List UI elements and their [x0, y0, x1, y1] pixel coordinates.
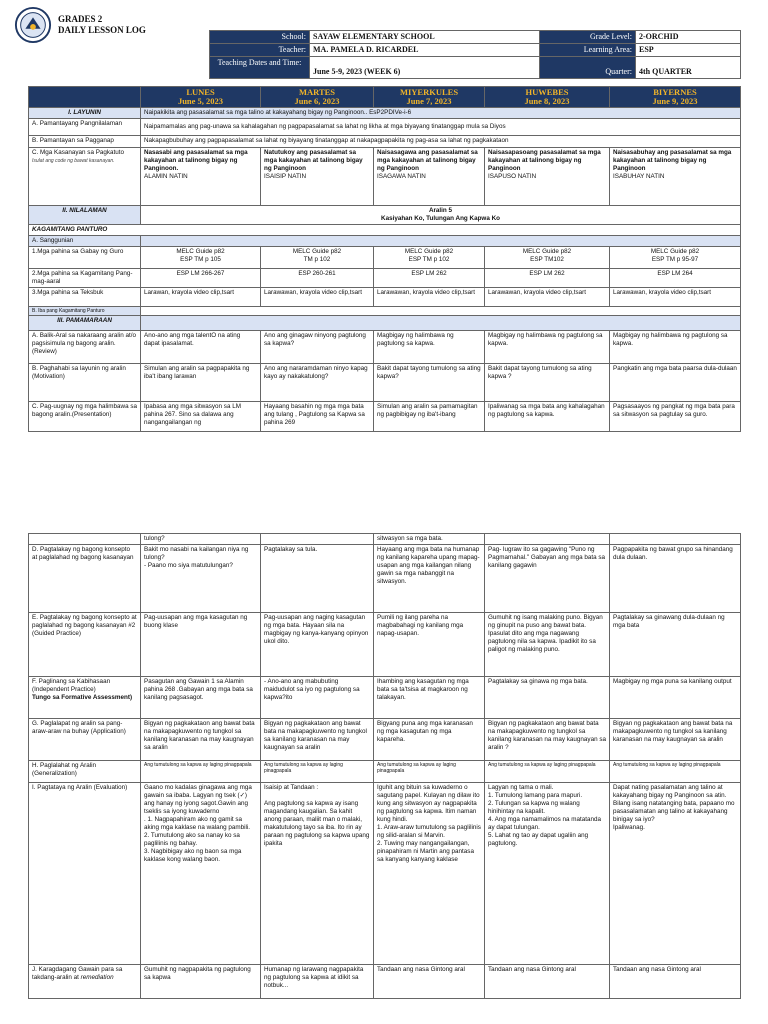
row-label: B. Pamantayan sa Pagganap [29, 136, 141, 148]
cell: Hayaang ang mga bata na humanap ng kanilang kapareha upang mapag-usapan ang mga kailangan nilang gawin sa mga nabanggit na sitwasyon. [374, 545, 485, 613]
row-label: 3.Mga pahina sa Teksbuk [29, 288, 141, 307]
empty-cell [29, 534, 141, 545]
cell: - Ano-ano ang mabubuting maidudulot sa iyo ng pagtulong sa kapwa?ito [261, 677, 374, 719]
empty-cell [141, 236, 741, 247]
cell: ESP LM 264 [610, 269, 741, 288]
day-tuesday [261, 87, 374, 108]
row-label: I. Pagtataya ng Aralin (Evaluation) [29, 783, 141, 965]
area-value: ESP [636, 44, 741, 57]
day-date: June 5, 2023 [177, 96, 224, 106]
day-date: June 9, 2023 [652, 96, 698, 106]
cell [374, 148, 485, 206]
cell: Bakit mo nasabi na kailangan niya ng tulong? - Paano mo siya matutulungan? [141, 545, 261, 613]
title-dll: DAILY LESSON LOG [58, 25, 146, 35]
row-h [29, 761, 741, 783]
cell: Larawawan, krayola video clip,tsart [261, 288, 374, 307]
deped-seal-icon [14, 6, 52, 44]
cell: Pagsasaayos ng pangkat ng mga bata para sa sitwasyon sa pagtulay sa guro. [610, 402, 741, 432]
cell: Magbigay ng halimbawa ng pagtulong sa kapwa. [485, 331, 610, 364]
cell-line: ESP TM p 105 [180, 256, 221, 263]
cell: Humanap ng larawang nagpapakita ng pagtulong sa kapwa at idikit sa notbuk... [261, 965, 374, 999]
cell: Pag- lugraw ito sa gagawing "Puno ng Pagmamahal." Gabayan ang mga bata sa kanilang gagawin [485, 545, 610, 613]
cell: ESP 260-261 [261, 269, 374, 288]
lesson-log-table-part2 [28, 533, 741, 999]
section-nilalaman-row [29, 206, 741, 225]
row-a [29, 119, 741, 136]
cell: Ang tumutulong sa kapwa ay laging pinagpapala [485, 761, 610, 783]
row-presentation [29, 402, 741, 432]
cell: Ang tumutulong sa kapwa ay laging pinagpapala [610, 761, 741, 783]
cell: Pagpapakita ng bawat grupo sa hinandang dula dulaan. [610, 545, 741, 613]
quarter-label: Quarter: [540, 57, 636, 79]
day-name: BIYERNES [653, 87, 697, 97]
cell: Pagtalakay sa ginawa ng mga bata. [485, 677, 610, 719]
row-d [29, 545, 741, 613]
kagamitan-row [29, 225, 741, 236]
day-header-row [29, 87, 741, 108]
cell-text: Naisasapasoang pasasalamat sa mga kakayahan at talinong bigay ng Panginoon [488, 149, 601, 172]
cell: Pagtalakay sa tula. [261, 545, 374, 613]
document-title [58, 14, 146, 36]
label-bold: Tungo sa Formative Assessment) [32, 694, 133, 701]
grade-label: Grade Level: [540, 31, 636, 44]
cell: Larawawan, krayola video clip,tsart [374, 288, 485, 307]
cell: Pag-uusapan ang mga kasagutan ng buong klase [141, 613, 261, 677]
cell-sub: ALAMIN NATIN [144, 173, 188, 180]
day-name: MARTES [298, 87, 336, 97]
day-monday [141, 87, 261, 108]
cell: Bigyan ng pagkakataon ang bawat bata na makapagkuwento ng tungkol sa kanilang karanasan na may kaugnayan sa aralin [141, 719, 261, 761]
empty-cell [261, 534, 374, 545]
cell-line: MELC Guide p82 [292, 248, 342, 255]
cell: Ano ang nararamdaman ninyo kapag kayo ay nakakatulong? [261, 364, 374, 402]
label-sub: Isulat ang code ng bawat kasanayan. [32, 158, 115, 164]
row-i [29, 783, 741, 965]
cell: Larawan, krayola video clip,tsart [141, 288, 261, 307]
cell: Tandaan ang nasa Gintong aral [485, 965, 610, 999]
kagamitan-label: KAGAMITANG PANTURO [29, 225, 741, 236]
header-info-table [209, 30, 741, 79]
cell: Bigyan ng pagkakataon ang bawat bata na makapagkuwento ng tungkol sa kanilang karanasan na may kaugnayan sa aralin ? [485, 719, 610, 761]
day-date: June 7, 2023 [406, 96, 452, 106]
cell-line: MELC Guide p82 [650, 248, 700, 255]
cell: sitwasyon sa mga bata. [374, 534, 485, 545]
lesson-log-table-part1 [28, 86, 741, 432]
row-label: H. Paglalahat ng Aralin (Generalization) [29, 761, 141, 783]
label-text: F. Paglinang sa Kabihasaan (Independent Practice) [32, 678, 111, 693]
cell: Ang tumutulong sa kapwa ay laging pinagpapala [141, 761, 261, 783]
cell [141, 148, 261, 206]
cell-line: MELC Guide p82 [404, 248, 454, 255]
section-label: III. PAMAMARAAN [29, 316, 141, 331]
objective-text: Naipakikita ang pasasalamat sa mga talino at kakayahang bigay ng Panginoon.. EsP2PDIVe-i-6 [141, 108, 741, 119]
day-date: June 6, 2023 [294, 96, 340, 106]
cell-line: MELC Guide p82 [176, 248, 225, 255]
cell-line: MELC Guide p82 [522, 248, 572, 255]
school-value: SAYAW ELEMENTARY SCHOOL [310, 31, 540, 44]
row-label: G. Paglalapat ng aralin sa pang-araw-araw na buhay (Application) [29, 719, 141, 761]
school-label: School: [210, 31, 310, 44]
cell: Larawawan, krayola video clip,tsart [485, 288, 610, 307]
cell [261, 247, 374, 269]
cell: Ano ang ginagaw ninyong pagtulong sa kapwa? [261, 331, 374, 364]
dates-value: June 5-9, 2023 (WEEK 6) [310, 57, 540, 79]
teacher-label: Teacher: [210, 44, 310, 57]
cell-text: Naisasagawa ang pasasalamat sa mga kakayahan at talinong bigay ng Panginoon [377, 149, 478, 172]
empty-cell [610, 534, 741, 545]
cell [374, 247, 485, 269]
cell-line: ESP TM p 102 [408, 256, 450, 263]
lesson-title: Kasiyahan Ko, Tulungan Ang Kapwa Ko [381, 215, 500, 222]
row-label: B. Paghahabi sa layunin ng aralin (Motivation) [29, 364, 141, 402]
day-name: MIYERKULES [399, 87, 459, 97]
cell-sub: ISAPUSO NATIN [488, 173, 537, 180]
row-text: Naipamamalas ang pag-unawa sa kahalagahan ng pagpapasalamat sa lahat ng likha at mga biyayang tinatanggap mula sa Diyos [141, 119, 741, 136]
cell: Gumuhit ng isang malaking puno. Bigyan ng ginupit na puso ang bawat bata. Ipasulat dito ang mga nagawang pagtulong nila sa kapwa. Ipadikit ito sa paligot ng malaking puno. [485, 613, 610, 677]
cell: Bigyang puna ang mga karanasan ng mga kasagutan ng mga kapareha. [374, 719, 485, 761]
row-label: A. Sanggunian [29, 236, 141, 247]
cell: Hayaang basahin ng mga mga bata ang tulang , Pagtulong sa Kapwa sa pahina 269 [261, 402, 374, 432]
row-label: E. Pagtalakay ng bagong konsepto at paglalahad ng bagong kasanayan #2 (Guided Practice) [29, 613, 141, 677]
cell: ESP LM 262 [374, 269, 485, 288]
day-wednesday [374, 87, 485, 108]
nilalaman-text [141, 206, 741, 225]
cell [610, 247, 741, 269]
cell: Magbigay ng halimbawa ng pagtulong sa kapwa. [610, 331, 741, 364]
cell: Bakit dapat tayong tumulong sa ating kapwa? [374, 364, 485, 402]
row-review [29, 331, 741, 364]
row-label [29, 965, 141, 999]
cell: Gumuhit ng nagpapakita ng pagtulong sa kapwa [141, 965, 261, 999]
cell: Dapat nating pasalamatan ang talino at kakayahang bigay ng Panginoon sa atin. Bilang isang natatanging bata, papaano mo pasasalamatan ang talino at kakayahang binigay sa iyo? Ipaliwanag. [610, 783, 741, 965]
row-label: B. Iba pang Kagamitang Panturo [29, 307, 141, 316]
row-b [29, 136, 741, 148]
day-name: LUNES [186, 87, 215, 97]
cell: Pangkatin ang mga bata paarsa dula-dulaan [610, 364, 741, 402]
cell: Larawawan, krayola video clip,tsart [610, 288, 741, 307]
cell: Tandaan ang nasa Gintong aral [610, 965, 741, 999]
cell: ESP LM 262 [485, 269, 610, 288]
cell [610, 148, 741, 206]
row-label [29, 148, 141, 206]
empty-cell [485, 534, 610, 545]
cell: Magbigay ng halimbawa ng pagtulong sa kapwa. [374, 331, 485, 364]
area-label: Learning Area: [540, 44, 636, 57]
cell: Pag-uusapan ang naging kasagutan ng mga bata. Hayaan sila na magbigay ng kanya-kanyang opinyon ukol dito. [261, 613, 374, 677]
cell: Ihambing ang kasagutan ng mga bata sa ta'tsisa at magkaroon ng talakayan. [374, 677, 485, 719]
cell: Ang tumutulong sa kapwa ay laging pinagpapala [374, 761, 485, 783]
dates-label: Teaching Dates and Time: [210, 57, 310, 79]
teksbuk-row [29, 288, 741, 307]
day-name: HUWEBES [525, 87, 569, 97]
label-text: J. Karagdagang Gawain para sa takdang-aralin at [32, 966, 123, 981]
label-italic: remediation [80, 974, 114, 981]
cell: Isaisip at Tandaan : Ang pagtulong sa kapwa ay isang magandang kaugalian. Sa kahit anong paraan, maliit man o malaki, makatutulong tayo sa iba. Ito rin ay paraan ng pagtulong sa kapwa upang ipakita [261, 783, 374, 965]
cell [141, 247, 261, 269]
row-motivation [29, 364, 741, 402]
cell: Pasagutan ang Gawain 1 sa Alamin pahina 268 .Gabayan ang mga bata sa kanilang pagsasagot. [141, 677, 261, 719]
row-g [29, 719, 741, 761]
cell [485, 247, 610, 269]
cell: Bigyan ng pagkakataon ang bawat bata na makapagkuwento ng tungkol sa kanilang karanasan na may kaugnayan sa aralin [610, 719, 741, 761]
row-label: D. Pagtalakay ng bagong konsepto at paglalahad ng bagong kasanayan [29, 545, 141, 613]
row-label: C. Pag-uugnay ng mga halimbawa sa bagong aralin.(Presentation) [29, 402, 141, 432]
cell: Iguhit ang bituin sa kuwaderno o sagutang papel. Kulayan ng dilaw ito kung ang sitwasyon ay nagpapakita ng pagtulong sa kapwa. Itim naman kung hindi. 1. Araw-araw tumutulong sa paglilinis ng silid-aralan si Marvin. 2. Tuwing may nangangailangan, pinapahiram ni Martin ang pantasa sa kanyang kanyang kaklase [374, 783, 485, 965]
sanggunian-row [29, 236, 741, 247]
section-layunin-row [29, 108, 741, 119]
day-friday [610, 87, 741, 108]
title-grade: GRADES 2 [58, 14, 103, 24]
continuation-row [29, 534, 741, 545]
teacher-value: MA. PAMELA D. RICARDEL [310, 44, 540, 57]
cell-sub: ISAGAWA NATIN [377, 173, 426, 180]
corner-cell [29, 87, 141, 108]
section-label: II. NILALAMAN [29, 206, 141, 225]
cell [485, 148, 610, 206]
cell-line: ESP TM102 [530, 256, 564, 263]
row-text: Nakapagbubuhay ang pagpapasalamat sa lahat ng biyayang tinatanggap at nakapagpapakita ng pag-asa sa lahat ng pagkakataon [141, 136, 741, 148]
row-label [29, 677, 141, 719]
cell: Gaano mo kadalas ginagawa ang mga gawain sa ibaba. Lagyan ng tsek (✓) ang hanay ng iyong sagot.Gawin ang tseklis sa iyong kuwaderno . 1. Nagpapahiram ako ng gamit sa aking mga kaklase na walang pambili. 2. Tumutulong ako sa nanay ko sa paglilinis ng bahay. 3. Nagbibigay ako ng baon sa mga kaklase kong walang baon. [141, 783, 261, 965]
empty-cell [141, 316, 741, 331]
cell: Ipaliwanag sa mga bata ang kahalagahan ng pagtulong sa kapwa. [485, 402, 610, 432]
cell-line: TM p 102 [303, 256, 331, 263]
lesson-number: Aralin 5 [428, 207, 453, 214]
cell-sub: ISABUHAY NATIN [613, 173, 665, 180]
cell: Tandaan ang nasa Gintong aral [374, 965, 485, 999]
cell: Simulan ang aralin sa pamamagitan ng pagbibigay ng iba't-ibang [374, 402, 485, 432]
cell-text: Nasasabi ang pasasalamat sa mga kakayahan at talinong bigay ng Panginoon. [144, 149, 248, 172]
cell [261, 148, 374, 206]
day-date: June 8, 2023 [524, 96, 570, 106]
cell: Lagyan ng tama o mali. 1. Tumulong lamang para mapuri. 2. Tulungan sa kapwa ng walang hinihintay na kapalit. 4. Ang mga namamalimos na matatanda ay dapat tulungan. 5. Lahat ng tao ay dapat ugaliin ang pagtulong. [485, 783, 610, 965]
cell-text: Naisasabuhay ang pasasalamat sa mga kakayahan at talinong bigay ng Panginoon [613, 149, 732, 172]
row-label: 2.Mga pahina sa Kagamitang Pang-mag-aaral [29, 269, 141, 288]
cell: Simulan ang aralin sa pagpapakita ng iba't ibang larawan [141, 364, 261, 402]
cell: Ang tumutulong sa kapwa ay laging pinagpapala [261, 761, 374, 783]
label-text: C. Mga Kasanayan sa Pagkatuto [32, 149, 125, 156]
cell: Bakit dapat tayong tumulong sa ating kapwa ? [485, 364, 610, 402]
row-j [29, 965, 741, 999]
lm-row [29, 269, 741, 288]
cell: tulong? [141, 534, 261, 545]
cell: ESP LM 266-267 [141, 269, 261, 288]
gabay-row [29, 247, 741, 269]
row-f [29, 677, 741, 719]
empty-cell [141, 307, 741, 316]
section-label: I. LAYUNIN [29, 108, 141, 119]
cell: Magbigay ng mga puna sa kanilang output [610, 677, 741, 719]
grade-value: 2-ORCHID [636, 31, 741, 44]
cell: Ano-ano ang mga talentO na ating dapat ipasalamat. [141, 331, 261, 364]
ibapa-row [29, 307, 741, 316]
row-e [29, 613, 741, 677]
cell: Ipabasa ang mga sitwasyon sa LM pahina 267. Sino sa dalawa ang nangangailangan ng [141, 402, 261, 432]
quarter-value: 4th QUARTER [636, 57, 741, 79]
cell-line: ESP TM p 95-97 [651, 256, 699, 263]
cell: Pagtalakay sa ginawang dula-dulaan ng mga bata [610, 613, 741, 677]
section-pamamaraan-row [29, 316, 741, 331]
cell-text: Natutukoy ang pasasalamat sa mga kakayahan at talinong bigay ng Panginoon [264, 149, 363, 172]
row-label: 1.Mga pahina sa Gabay ng Guro [29, 247, 141, 269]
day-thursday [485, 87, 610, 108]
cell: Bigyan ng pagkakataon ang bawat bata na makapagkuwento ng tungkol sa kanilang karanasan na may kaugnayan sa aralin [261, 719, 374, 761]
cell-sub: ISAISIP NATIN [264, 173, 307, 180]
row-label: A. Balik-Aral sa nakaraang aralin at/o pagsisimula ng bagong aralin.(Review) [29, 331, 141, 364]
row-c [29, 148, 741, 206]
row-label: A. Pamantayang Pangnilalaman [29, 119, 141, 136]
cell: Pumili ng ilang pareha na magbabahagi ng kanilang mga napag-usapan. [374, 613, 485, 677]
